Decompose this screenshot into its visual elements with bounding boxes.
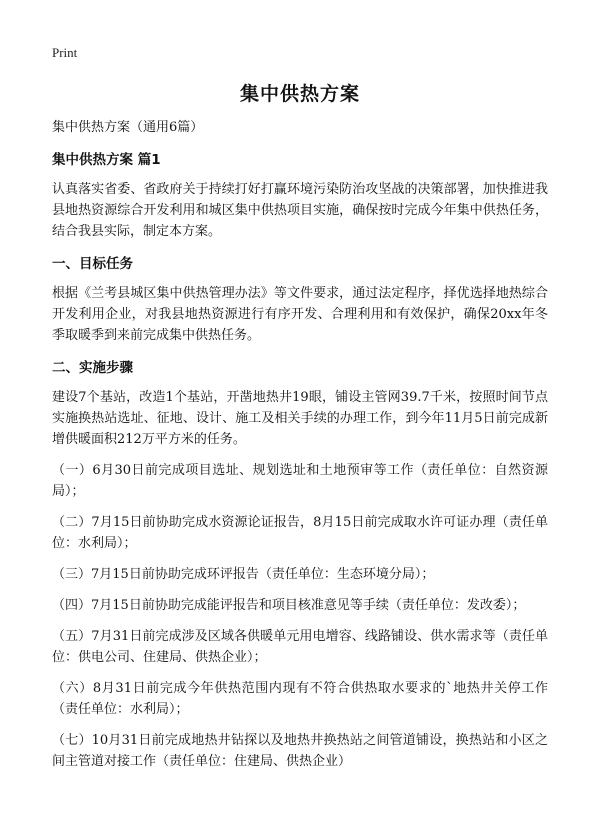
- step-item-6: （六）8月31日前完成今年供热范围内现有不符合供热取水要求的`地热井关停工作（责任单位：水利局）；: [52, 681, 548, 717]
- document-subtitle: 集中供热方案（通用6篇）: [52, 120, 204, 135]
- step-item-4: （四）7月15日前协助完成能评报告和项目核准意见等手续（责任单位：发改委）；: [52, 598, 526, 613]
- intro-paragraph: 认真落实省委、省政府关于持续打好打赢环境污染防治攻坚战的决策部署，加快推进我县地热资源综合开发利用和城区集中供热项目实施，确保按时完成今年集中供热任务，结合我县实际，制定本方案。: [52, 182, 548, 239]
- steps-heading: 二、实施步骤: [52, 360, 133, 376]
- print-label: Print: [52, 45, 78, 60]
- step-item-3: （三）7月15日前协助完成环评报告（责任单位：生态环境分局）；: [52, 567, 435, 582]
- step-item-2: （二）7月15日前协助完成水资源论证报告，8月15日前完成取水许可证办理（责任单位：水利局）；: [52, 515, 548, 551]
- step-item-1: （一）6月30日前完成项目选址、规划选址和土地预审等工作（责任单位：自然资源局）；: [52, 463, 548, 499]
- section-heading: 集中供热方案 篇1: [52, 152, 161, 168]
- goal-heading: 一、目标任务: [52, 256, 133, 272]
- step-item-5: （五）7月31日前完成涉及区域各供暖单元用电增容、线路铺设、供水需求等（责任单位：供电公司、住建局、供热企业）；: [52, 629, 548, 665]
- page-title: 集中供热方案: [239, 83, 360, 105]
- step-item-7: （七）10月31日前完成地热井钻探以及地热井换热站之间管道铺设，换热站和小区之间主管道对接工作（责任单位：住建局、供热企业）: [52, 733, 548, 769]
- steps-paragraph: 建设7个基站，改造1个基站，开凿地热井19眼，铺设主管网39.7千米，按照时间节点实施换热站选址、征地、设计、施工及相关手续的办理工作，到今年11月5日前完成新增供暖面积212万平方米的任务。: [52, 390, 548, 447]
- goal-paragraph: 根据《兰考县城区集中供热管理办法》等文件要求，通过法定程序，择优选择地热综合开发利用企业，对我县地热资源进行有序开发、合理利用和有效保护，确保20xx年冬季取暖季到来前完成集中供热任务。: [52, 286, 548, 343]
